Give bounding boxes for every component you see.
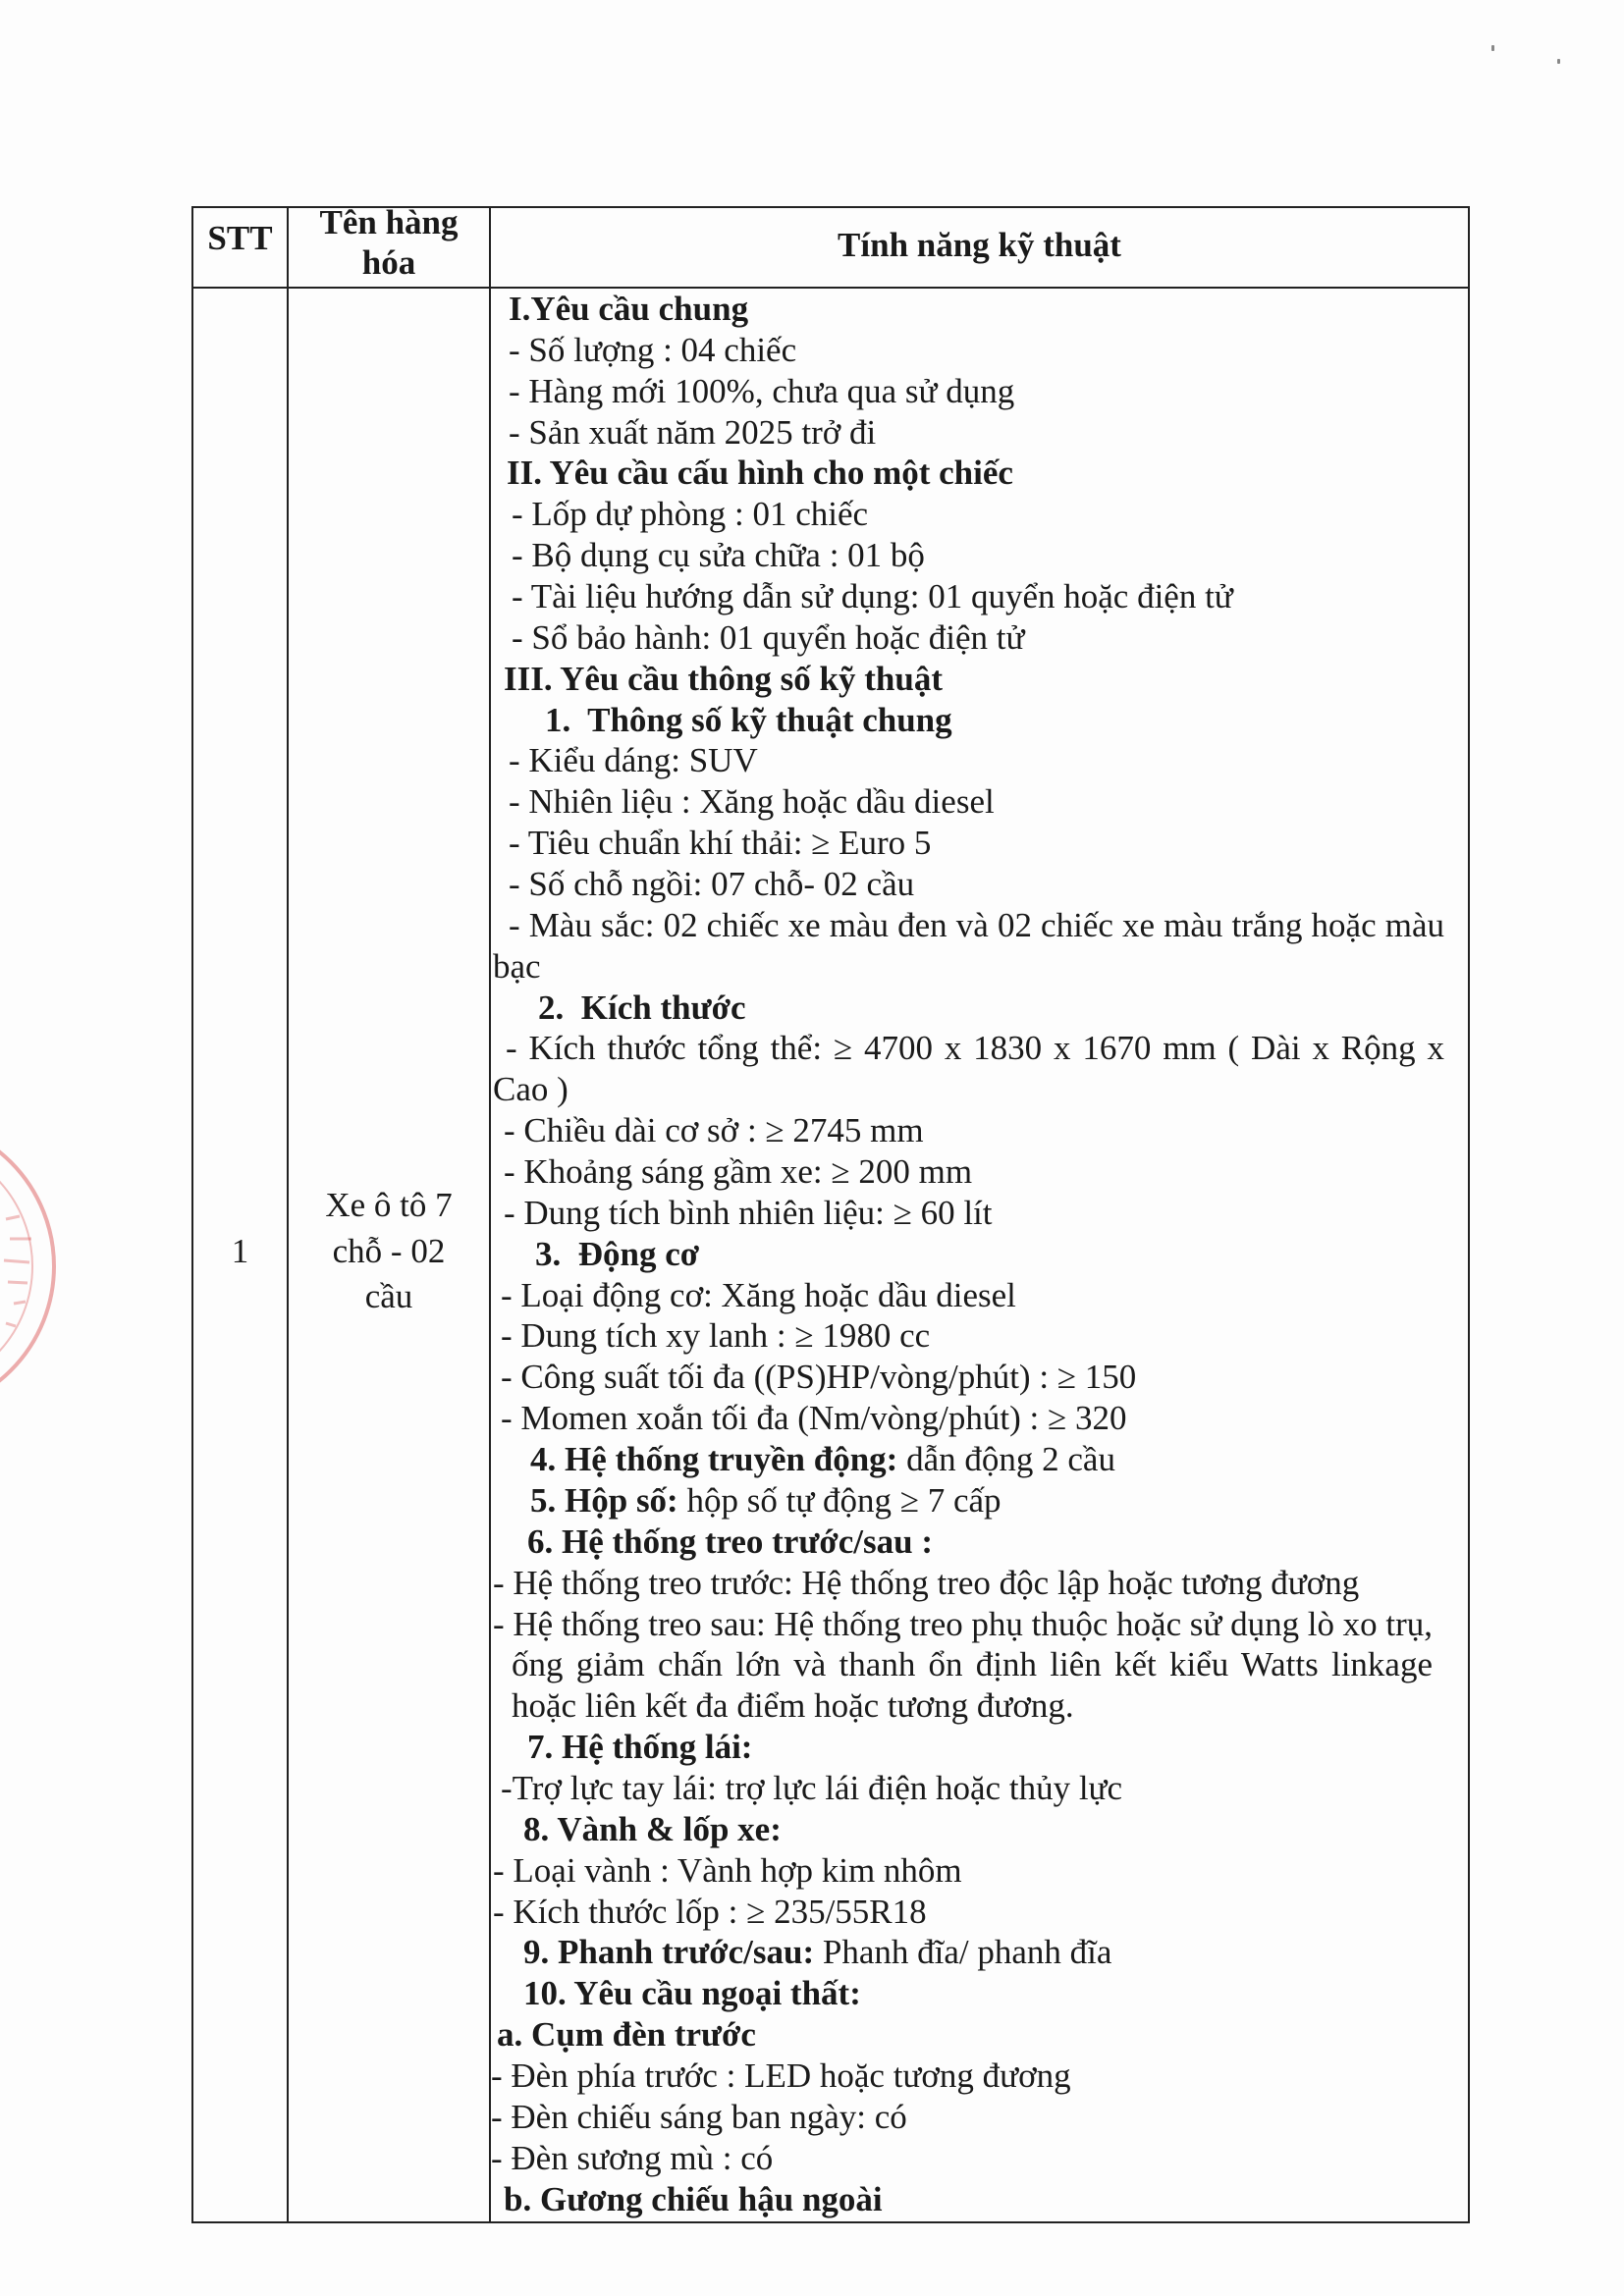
spec-item-text: - Hệ thống treo trước: Hệ thống treo độc lập hoặc tương đương	[493, 1563, 1360, 1602]
spec-item	[491, 535, 1444, 576]
spec-heading-text: b. Gương chiếu hậu ngoài	[504, 2179, 883, 2218]
spec-group-heading	[491, 2179, 1444, 2220]
spec-item	[491, 371, 1444, 412]
spec-label: 4. Hệ thống truyền động:	[530, 1440, 898, 1479]
spec-item-text: - Kiểu dáng: SUV	[509, 741, 758, 780]
scan-speck	[1491, 45, 1494, 51]
spec-group-heading	[491, 2014, 1444, 2056]
spec-item-text: - Tài liệu hướng dẫn sử dụng: 01 quyển hoặc điện tử	[512, 577, 1233, 616]
header-product-name-cell	[289, 203, 491, 289]
spec-item-text: - Lốp dự phòng : 01 chiếc	[512, 495, 869, 534]
spec-item-continuation	[491, 946, 1444, 988]
header-stt: STT	[207, 219, 273, 257]
spec-item-text: - Số chỗ ngồi: 07 chỗ- 02 cầu	[509, 865, 915, 904]
spec-item	[491, 864, 1444, 905]
header-stt-cell	[193, 208, 289, 289]
spec-item-text: ống giảm chấn lớn và thanh ổn định liên kết kiểu Watts linkage	[512, 1645, 1433, 1684]
spec-item	[491, 1892, 1444, 1933]
spec-item-text: hoặc liên kết đa điểm hoặc tương đương.	[512, 1686, 1074, 1726]
spec-item-text: - Loại vành : Vành hợp kim nhôm	[493, 1850, 962, 1890]
spec-item-text: - Màu sắc: 02 chiếc xe màu đen và 02 chiếc xe màu trắng hoặc màu	[509, 905, 1444, 944]
spec-section-heading	[491, 453, 1444, 494]
spec-item-text: - Dung tích xy lanh : ≥ 1980 cc	[501, 1316, 931, 1356]
spec-heading-text: 1. Thông số kỹ thuật chung	[545, 700, 952, 739]
spec-heading-text: a. Cụm đèn trước	[497, 2015, 756, 2055]
spec-item-text: - Chiều dài cơ sở : ≥ 2745 mm	[504, 1111, 924, 1150]
spec-item-continuation	[491, 1644, 1433, 1685]
product-name-line: cầu	[364, 1277, 413, 1315]
spec-item-text: - Đèn chiếu sáng ban ngày: có	[491, 2097, 907, 2136]
spec-item-text: -Trợ lực tay lái: trợ lực lái điện hoặc thủy lực	[501, 1768, 1123, 1807]
spec-item	[491, 576, 1444, 617]
spec-item-text: - Momen xoắn tối đa (Nm/vòng/phút) : ≥ 320	[501, 1399, 1127, 1438]
spec-item-text: - Hệ thống treo sau: Hệ thống treo phụ thuộc hoặc sử dụng lò xo trụ,	[493, 1604, 1433, 1643]
spec-item	[491, 1110, 1444, 1151]
spec-item-text: - Hàng mới 100%, chưa qua sử dụng	[509, 371, 1015, 410]
spec-heading-text: II. Yêu cầu cấu hình cho một chiếc	[507, 454, 1013, 493]
spec-label: 9. Phanh trước/sau:	[523, 1933, 815, 1972]
header-specifications-cell	[491, 208, 1468, 289]
spec-section-heading	[491, 659, 1444, 700]
scan-speck	[1557, 59, 1560, 64]
spec-subsection-heading	[491, 1727, 1444, 1768]
row-stt: 1	[231, 1232, 249, 1270]
spec-item	[491, 823, 1444, 864]
spec-item-text: - Kích thước lốp : ≥ 235/55R18	[493, 1892, 927, 1931]
spec-item-text: - Dung tích bình nhiên liệu: ≥ 60 lít	[504, 1193, 993, 1232]
row-product-name-cell	[289, 289, 491, 2221]
specifications-list	[491, 289, 1468, 2219]
stamp-outer-ring	[0, 1129, 54, 1404]
spec-value: hộp số tự động ≥ 7 cấp	[677, 1480, 1001, 1520]
header-product-name	[289, 202, 489, 283]
spec-item	[491, 1193, 1444, 1234]
row-product-name	[289, 1183, 489, 1320]
spec-subsection-heading	[491, 1522, 1444, 1563]
spec-section-heading	[491, 289, 1444, 330]
spec-item	[491, 1275, 1444, 1316]
spec-item-text: - Bộ dụng cụ sửa chữa : 01 bộ	[512, 536, 925, 575]
spec-item	[491, 1563, 1444, 1604]
spec-item	[491, 2056, 1444, 2097]
spec-value: dẫn động 2 cầu	[897, 1440, 1115, 1479]
spec-heading-text: 7. Hệ thống lái:	[527, 1728, 753, 1767]
spec-item	[491, 617, 1444, 659]
spec-item	[491, 2097, 1444, 2138]
spec-item-text: - Tiêu chuẩn khí thải: ≥ Euro 5	[509, 824, 932, 863]
header-product-name-line: Tên hàng	[319, 203, 459, 241]
spec-item-labeled	[491, 1480, 1444, 1522]
spec-item	[491, 330, 1444, 371]
spec-item-text: - Loại động cơ: Xăng hoặc dầu diesel	[501, 1275, 1016, 1314]
spec-item	[491, 1028, 1444, 1069]
spec-item	[491, 740, 1444, 781]
spec-item	[491, 2138, 1444, 2179]
product-name-line: chỗ - 02	[332, 1231, 446, 1270]
spec-item-text: Cao )	[493, 1070, 568, 1109]
product-name-line: Xe ô tô 7	[325, 1186, 453, 1224]
spec-item	[491, 1604, 1433, 1645]
spec-item-text: - Sản xuất năm 2025 trở đi	[509, 412, 877, 452]
specification-table	[191, 203, 1470, 2223]
spec-heading-text: 8. Vành & lốp xe:	[523, 1809, 782, 1848]
spec-item	[491, 494, 1444, 535]
spec-item-text: - Công suất tối đa ((PS)HP/vòng/phút) : ≥ 150	[501, 1358, 1137, 1397]
stamp-inner-ring	[0, 1141, 32, 1392]
header-product-name-line: hóa	[361, 243, 416, 282]
spec-subsection-heading	[491, 988, 1444, 1029]
spec-item-labeled	[491, 1439, 1444, 1480]
spec-item	[491, 1768, 1444, 1809]
spec-heading-text: 2. Kích thước	[538, 988, 746, 1027]
row-specifications-cell	[491, 289, 1468, 2221]
spec-item-text: - Kích thước tổng thể: ≥ 4700 x 1830 x 1670 mm ( Dài x Rộng x	[506, 1029, 1444, 1068]
spec-item	[491, 1398, 1444, 1439]
spec-item	[491, 905, 1444, 946]
row-stt-cell	[193, 289, 289, 2221]
spec-item-text: - Số lượng : 04 chiếc	[509, 330, 797, 369]
spec-item-text: - Sổ bảo hành: 01 quyển hoặc điện tử	[512, 617, 1025, 657]
spec-item	[491, 1850, 1444, 1892]
spec-item	[491, 1315, 1444, 1357]
header-specifications: Tính năng kỹ thuật	[838, 226, 1121, 264]
spec-item-continuation	[491, 1069, 1444, 1110]
spec-label: 5. Hộp số:	[530, 1480, 678, 1520]
spec-heading-text: III. Yêu cầu thông số kỹ thuật	[504, 659, 944, 698]
spec-item	[491, 1357, 1444, 1398]
spec-item	[491, 412, 1444, 454]
spec-item-text: - Nhiên liệu : Xăng hoặc dầu diesel	[509, 782, 995, 822]
spec-heading-text: 10. Yêu cầu ngoại thất:	[523, 1974, 861, 2013]
spec-heading-text: I.Yêu cầu chung	[509, 290, 749, 328]
spec-item-text: bạc	[493, 946, 541, 986]
spec-subsection-heading	[491, 1234, 1444, 1275]
spec-item-text: - Đèn sương mù : có	[491, 2138, 774, 2177]
spec-subsection-heading	[491, 1973, 1444, 2014]
spec-item	[491, 1151, 1444, 1193]
spec-item-continuation	[491, 1685, 1444, 1727]
spec-item	[491, 781, 1444, 823]
spec-subsection-heading	[491, 700, 1444, 741]
spec-subsection-heading	[491, 1809, 1444, 1850]
spec-item-labeled	[491, 1932, 1444, 1973]
spec-value: Phanh đĩa/ phanh đĩa	[814, 1933, 1112, 1972]
red-stamp-fragment	[0, 1129, 69, 1404]
spec-heading-text: 3. Động cơ	[535, 1234, 700, 1273]
spec-heading-text: 6. Hệ thống treo trước/sau :	[527, 1522, 934, 1561]
spec-item-text: - Khoảng sáng gầm xe: ≥ 200 mm	[504, 1152, 973, 1192]
spec-item-text: - Đèn phía trước : LED hoặc tương đương	[491, 2056, 1071, 2095]
